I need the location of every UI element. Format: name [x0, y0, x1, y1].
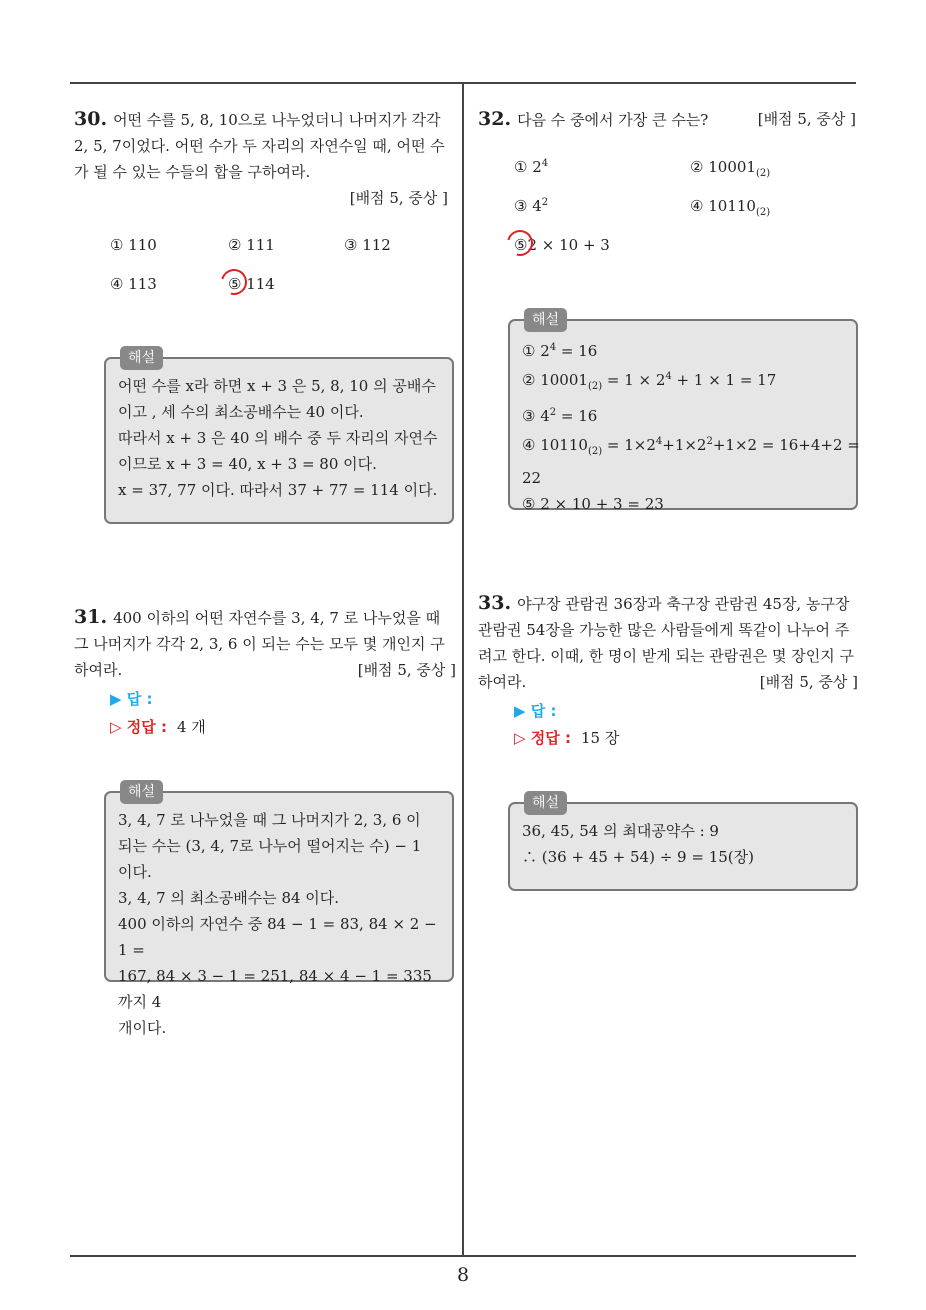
choice-base: 2	[532, 158, 542, 176]
choice-base: 10110	[708, 197, 756, 215]
problem-number: 30.	[74, 108, 108, 130]
choice-4[interactable]: ④ 113	[110, 275, 157, 293]
solution-line: ② $10001_{(2)} = 1 \times 2^4 + 1 \times 1 = 17$	[522, 371, 777, 392]
problem-text: 야구장 관람권 36장과 축구장 관람권 45장, 농구장 관람권 54장을 가능한 많은 사람들에게 똑같이 나누어 주려고 한다. 이때, 한 명이 받게 되는 관람권은 몇 장인지 구하여라.	[478, 595, 854, 691]
column-divider	[462, 82, 464, 1256]
solution-line: ∴ (36 + 45 + 54) ÷ 9 = 15(장)	[522, 848, 754, 866]
choice-5-label: ⑤ 114	[228, 275, 275, 293]
choice-base: 10001	[708, 158, 756, 176]
correct-answer-value: 4 개	[176, 718, 206, 736]
problem-32	[478, 106, 856, 133]
solution-line: 400 이하의 자연수 중 84 − 1 = 83, 84 × 2 − 1 =	[118, 915, 437, 959]
solution-line: 되는 수는 (3, 4, 7로 나누어 떨어지는 수) − 1 이다.	[118, 837, 422, 881]
score-badge: [배점 5, 중상 ]	[349, 189, 448, 207]
correct-answer-label: ▷ 정답 :	[514, 729, 571, 747]
solution-tag: 해설	[524, 791, 567, 815]
bottom-rule	[70, 1255, 856, 1257]
choice-base: 4	[532, 197, 542, 215]
answer-label: ▶ 답 :	[110, 690, 153, 708]
choice-3[interactable]	[514, 197, 548, 215]
problem-31	[74, 604, 456, 683]
choice-1[interactable]: ① 110	[110, 236, 157, 254]
problem-33	[478, 590, 858, 695]
answer-circle-mark	[216, 264, 252, 300]
choice-mark: ②	[690, 158, 704, 176]
choice-2[interactable]: ② 111	[228, 236, 275, 254]
choice-4[interactable]	[690, 197, 770, 218]
choice-5[interactable]	[228, 275, 275, 293]
choice-subscript: (2)	[755, 168, 771, 179]
problem-text: 다음 수 중에서 가장 큰 수는?	[517, 111, 709, 129]
correct-answer-line	[514, 727, 619, 748]
choice-mark: ①	[514, 158, 528, 176]
solution-line: ③ $4^2 = 16$	[522, 407, 598, 425]
solution-tag: 해설	[120, 780, 163, 804]
solution-box-30	[104, 350, 454, 524]
correct-answer-value: 15 장	[580, 729, 620, 747]
score-badge: [배점 5, 중상 ]	[759, 673, 858, 691]
solution-line: 22	[522, 469, 542, 487]
problem-number: 31.	[74, 606, 108, 628]
choice-exponent: 2	[541, 197, 549, 208]
problem-number: 32.	[478, 108, 512, 130]
problem-text: 400 이하의 어떤 자연수를 3, 4, 7 로 나누었을 때 그 나머지가 각각 2, 3, 6 이 되는 수는 모두 몇 개인지 구하여라.	[74, 609, 445, 679]
choice-mark: ③	[514, 197, 528, 215]
solution-line: 어떤 수를 x라 하면 x + 3 은 5, 8, 10 의 공배수	[118, 377, 436, 395]
answer-line	[110, 688, 152, 709]
solution-line: 따라서 x + 3 은 40 의 배수 중 두 자리의 자연수	[118, 429, 438, 447]
choice-exponent: 4	[541, 158, 549, 169]
choice-2[interactable]	[690, 158, 770, 179]
solution-tag: 해설	[524, 308, 567, 332]
answer-line	[514, 700, 556, 721]
solution-tag: 해설	[120, 346, 163, 370]
solution-line: ⑤ 2 × 10 + 3 = 23	[522, 495, 664, 513]
problem-number: 33.	[478, 592, 512, 614]
solution-line: 이므로 x + 3 = 40, x + 3 = 80 이다.	[118, 455, 377, 473]
solution-line: x = 37, 77 이다. 따라서 37 + 77 = 114 이다.	[118, 481, 438, 499]
answer-circle-mark	[502, 225, 538, 261]
choice-1[interactable]	[514, 158, 548, 176]
page-number: 8	[456, 1264, 470, 1286]
answer-label: ▶ 답 :	[514, 702, 557, 720]
choice-3[interactable]: ③ 112	[344, 236, 391, 254]
solution-line: 개이다.	[118, 1019, 167, 1037]
solution-line: 3, 4, 7 로 나누었을 때 그 나머지가 2, 3, 6 이	[118, 811, 421, 829]
solution-line: 167, 84 × 3 − 1 = 251, 84 × 4 − 1 = 335 까지 4	[118, 967, 432, 1011]
problem-text: 어떤 수를 5, 8, 10으로 나누었더니 나머지가 각각 2, 5, 7이었다. 어떤 수가 두 자리의 자연수일 때, 어떤 수가 될 수 있는 수들의 합을 구하여라.	[74, 111, 445, 181]
choice-mark: ④	[690, 197, 704, 215]
choice-expression: 2 × 10 + 3	[527, 236, 610, 254]
choice-mark: ⑤	[514, 236, 528, 254]
solution-line: 이고 , 세 수의 최소공배수는 40 이다.	[118, 403, 364, 421]
choice-5[interactable]	[514, 236, 610, 254]
score-badge: [배점 5, 중상 ]	[357, 661, 456, 679]
solution-box-33	[508, 795, 858, 891]
problem-30	[74, 106, 456, 211]
solution-box-32	[508, 312, 860, 513]
solution-box-31	[104, 784, 454, 1037]
choice-subscript: (2)	[755, 207, 771, 218]
solution-line: ① $2^4 = 16$	[522, 342, 598, 360]
solution-line: 36, 45, 54 의 최대공약수 : 9	[522, 822, 719, 840]
solution-line: 3, 4, 7 의 최소공배수는 84 이다.	[118, 889, 340, 907]
correct-answer-label: ▷ 정답 :	[110, 718, 167, 736]
score-badge: [배점 5, 중상 ]	[757, 110, 856, 128]
correct-answer-line	[110, 716, 206, 737]
solution-line: ④ $10110_{(2)} = 1\times 2^4+1\times 2^2+1\times 2 = 16+4+2$ =	[522, 436, 860, 457]
